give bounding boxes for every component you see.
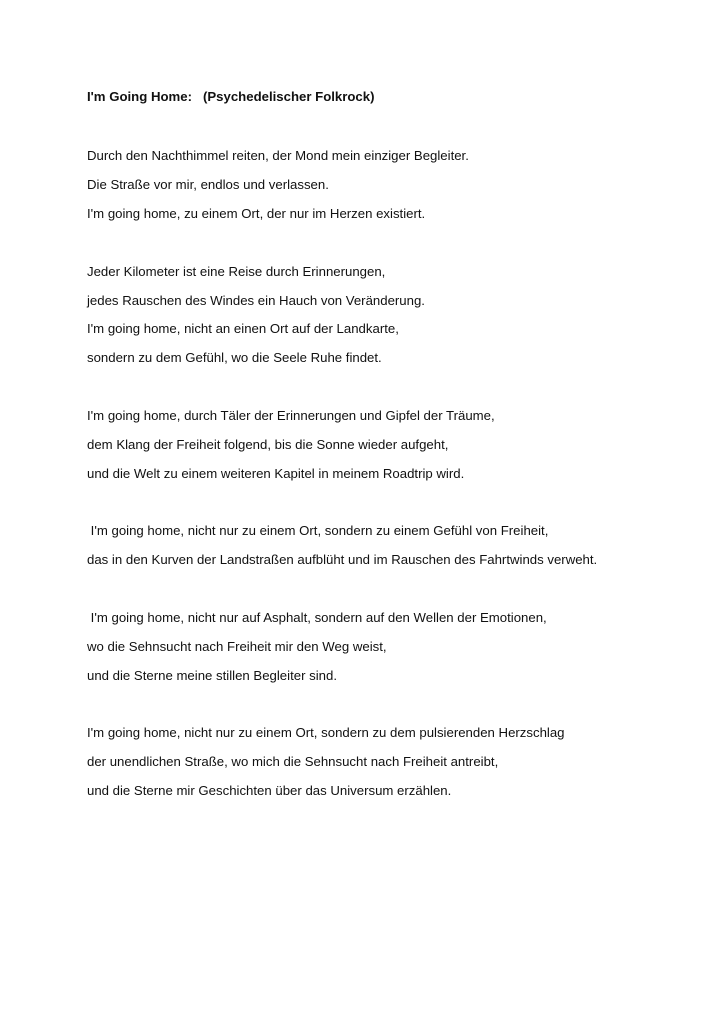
lyric-line: das in den Kurven der Landstraßen aufblüht und im Rauschen des Fahrtwinds verweht. [87,552,598,567]
song-title [87,88,375,106]
song-title-text: I'm Going Home: [87,89,192,104]
lyric-line: und die Sterne meine stillen Begleiter sind. [87,668,337,683]
lyric-line: I'm going home, zu einem Ort, der nur im Herzen existiert. [87,206,426,221]
lyric-line: der unendlichen Straße, wo mich die Sehnsucht nach Freiheit antreibt, [87,754,499,769]
lyric-line: Durch den Nachthimmel reiten, der Mond mein einziger Begleiter. [87,148,469,163]
lyric-line: I'm going home, nicht nur zu einem Ort, sondern zu einem Gefühl von Freiheit, [87,523,549,538]
lyric-line: I'm going home, nicht nur auf Asphalt, sondern auf den Wellen der Emotionen, [87,610,547,625]
lyric-line: und die Welt zu einem weiteren Kapitel in meinem Roadtrip wird. [87,466,465,481]
lyric-line: und die Sterne mir Geschichten über das Universum erzählen. [87,783,452,798]
lyric-line: Jeder Kilometer ist eine Reise durch Erinnerungen, [87,264,386,279]
lyric-line: jedes Rauschen des Windes ein Hauch von Veränderung. [87,293,425,308]
lyric-line: I'm going home, durch Täler der Erinnerungen und Gipfel der Träume, [87,408,495,423]
lyric-line: sondern zu dem Gefühl, wo die Seele Ruhe findet. [87,350,382,365]
lyric-line: wo die Sehnsucht nach Freiheit mir den Weg weist, [87,639,387,654]
lyric-line: I'm going home, nicht nur zu einem Ort, sondern zu dem pulsierenden Herzschlag [87,725,565,740]
song-genre-subtitle: (Psychedelischer Folkrock) [202,89,375,104]
lyric-line: I'm going home, nicht an einen Ort auf der Landkarte, [87,321,399,336]
lyric-line: dem Klang der Freiheit folgend, bis die Sonne wieder aufgeht, [87,437,449,452]
lyric-line: Die Straße vor mir, endlos und verlassen. [87,177,329,192]
